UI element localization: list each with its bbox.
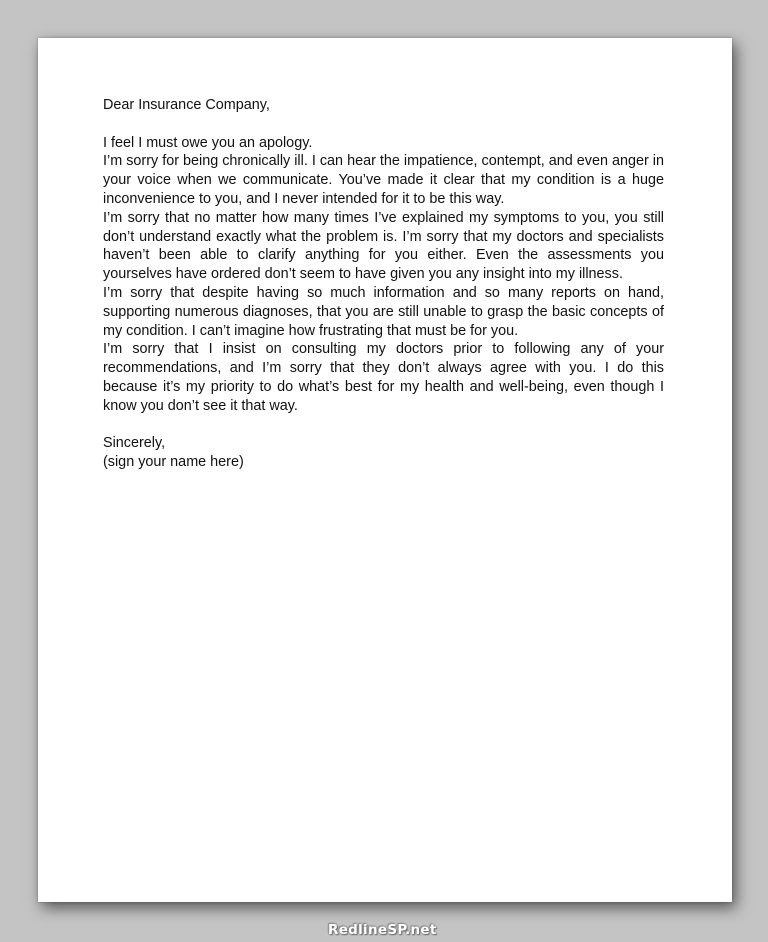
signature-placeholder: (sign your name here) [103, 454, 244, 471]
paragraph-information: I’m sorry that despite having so much information and so many reports on hand, supporting numerous diagnoses, that you are still unable to grasp the basic concepts of my condition. I can’t imagine how frustrating that must be for you. [103, 284, 664, 339]
closing: Sincerely, [103, 435, 166, 452]
salutation: Dear Insurance Company, [103, 97, 270, 113]
letter-body [103, 96, 664, 472]
paragraph-consulting-doctors: I’m sorry that I insist on consulting my doctors prior to following any of your recommendations, and I’m sorry that they don’t always agree with you. I do this because it’s my priority to do what’s best for my health and well-being, even though I know you don’t see it that way. [103, 341, 664, 414]
watermark: RedlineSP.net [328, 922, 437, 938]
closing-block [103, 434, 664, 472]
paragraph-chronically-ill: I’m sorry for being chronically ill. I can hear the impatience, contempt, and even anger in your voice when we communicate. You’ve made it clear that my condition is a huge inconvenience to you, and I never intended for it to be this way. [103, 153, 664, 207]
paragraph-apology: I feel I must owe you an apology. [103, 134, 313, 151]
paragraph-symptoms: I’m sorry that no matter how many times I’ve explained my symptoms to you, you still don’t understand exactly what the problem is. I’m sorry that my doctors and specialists haven’t been able to clarify anything for you either. Even the assessments you yourselves have ordered don’t seem to have given you any insight into my illness. [103, 209, 664, 283]
letter-page [38, 38, 732, 902]
